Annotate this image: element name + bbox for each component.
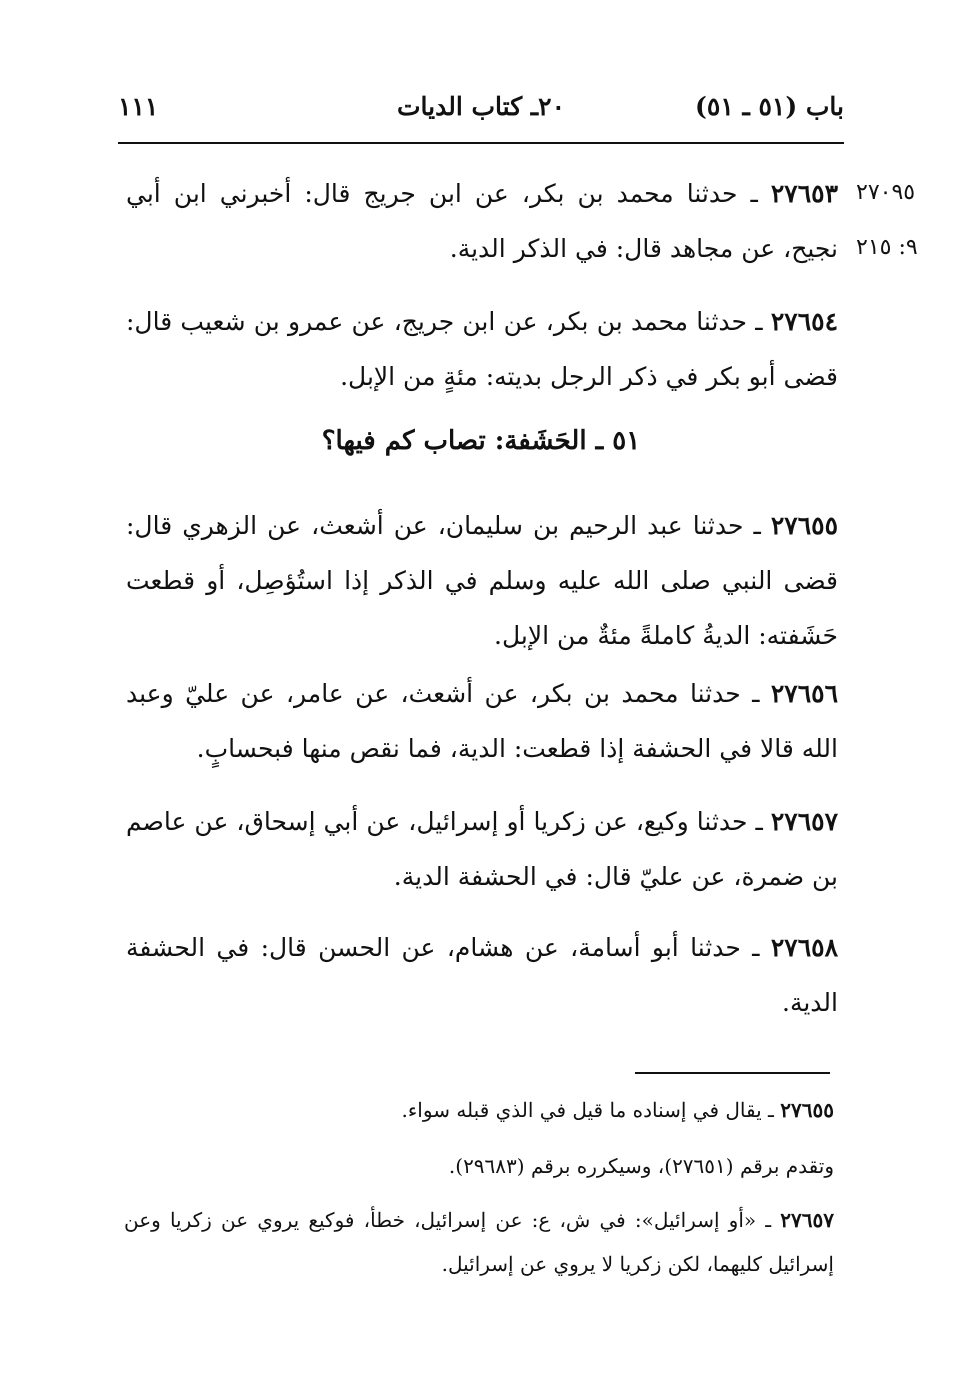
margin-reference-1: ٢٧٠٩٥ — [856, 180, 916, 205]
hadith-number: ٢٧٦٥٧ — [770, 807, 838, 836]
page-number: ١١١ — [118, 92, 159, 121]
hadith-text: ـ حدثنا محمد بن بكر، عن ابن جريج، عن عمرو بن شعيب قال: قضى أبو بكر في ذكر الرجل بديته: مئةٍ من الإبل. — [126, 307, 838, 391]
footnote-number: ٢٧٦٥٥ — [780, 1098, 834, 1122]
footnote-text: وتقدم برقم (٢٧٦٥١)، وسيكرره برقم (٢٩٦٨٣). — [448, 1154, 834, 1178]
section-title: ٥١ ـ الحَشَفة: تصاب كم فيها؟ — [321, 426, 641, 456]
footnote-divider — [635, 1072, 830, 1074]
footnote — [124, 1144, 834, 1188]
header-divider — [118, 142, 844, 144]
hadith-text: ـ حدثنا أبو أسامة، عن هشام، عن الحسن قال: في الحشفة الدية. — [126, 933, 838, 1017]
book-title: ٢٠ـ كتاب الديات — [397, 92, 565, 121]
hadith-entry — [126, 794, 838, 904]
hadith-entry — [126, 920, 838, 1030]
hadith-text: ـ حدثنا محمد بن بكر، عن أشعث، عن عامر، عن عليّ وعبد الله قالا في الحشفة إذا قطعت: الدية، فما نقص منها فبحسابٍ. — [126, 679, 838, 763]
hadith-entry — [126, 294, 838, 404]
hadith-entry — [126, 666, 838, 776]
footnote-number: ٢٧٦٥٧ — [780, 1208, 834, 1232]
margin-reference-2: ٩: ٢١٥ — [856, 235, 918, 260]
hadith-number: ٢٧٦٥٣ — [770, 179, 838, 208]
hadith-number: ٢٧٦٥٤ — [770, 307, 838, 336]
hadith-text: ـ حدثنا محمد بن بكر، عن ابن جريج قال: أخبرني ابن أبي نجيح، عن مجاهد قال: في الذكر الدية. — [126, 179, 838, 263]
hadith-number: ٢٧٦٥٨ — [770, 933, 838, 962]
footnote-text: ـ يقال في إسناده ما قيل في الذي قبله سواء. — [401, 1098, 781, 1122]
hadith-entry — [126, 166, 838, 276]
footnote — [124, 1088, 834, 1132]
footnote-text: ـ «أو إسرائيل»: في ش، ع: عن إسرائيل، خطأ، فوكيع يروي عن زكريا وعن إسرائيل كليهما، لكن زكريا لا يروي عن إسرائيل. — [124, 1208, 834, 1276]
running-header — [118, 92, 844, 132]
hadith-entry — [126, 498, 838, 663]
chapter-heading: باب (٥١ ـ ٥١) — [695, 92, 844, 121]
footnote — [124, 1198, 834, 1286]
hadith-number: ٢٧٦٥٦ — [770, 679, 838, 708]
hadith-text: ـ حدثنا وكيع، عن زكريا أو إسرائيل، عن أبي إسحاق، عن عاصم بن ضمرة، عن عليّ قال: في الحشفة الدية. — [126, 807, 838, 891]
hadith-text: ـ حدثنا عبد الرحيم بن سليمان، عن أشعث، عن الزهري قال: قضى النبي صلى الله عليه وسلم في الذكر إذا استُؤصِل، أو قطعت حَشَفته: الديةُ كاملةً مئةٌ من الإبل. — [126, 511, 838, 650]
hadith-number: ٢٧٦٥٥ — [770, 511, 838, 540]
